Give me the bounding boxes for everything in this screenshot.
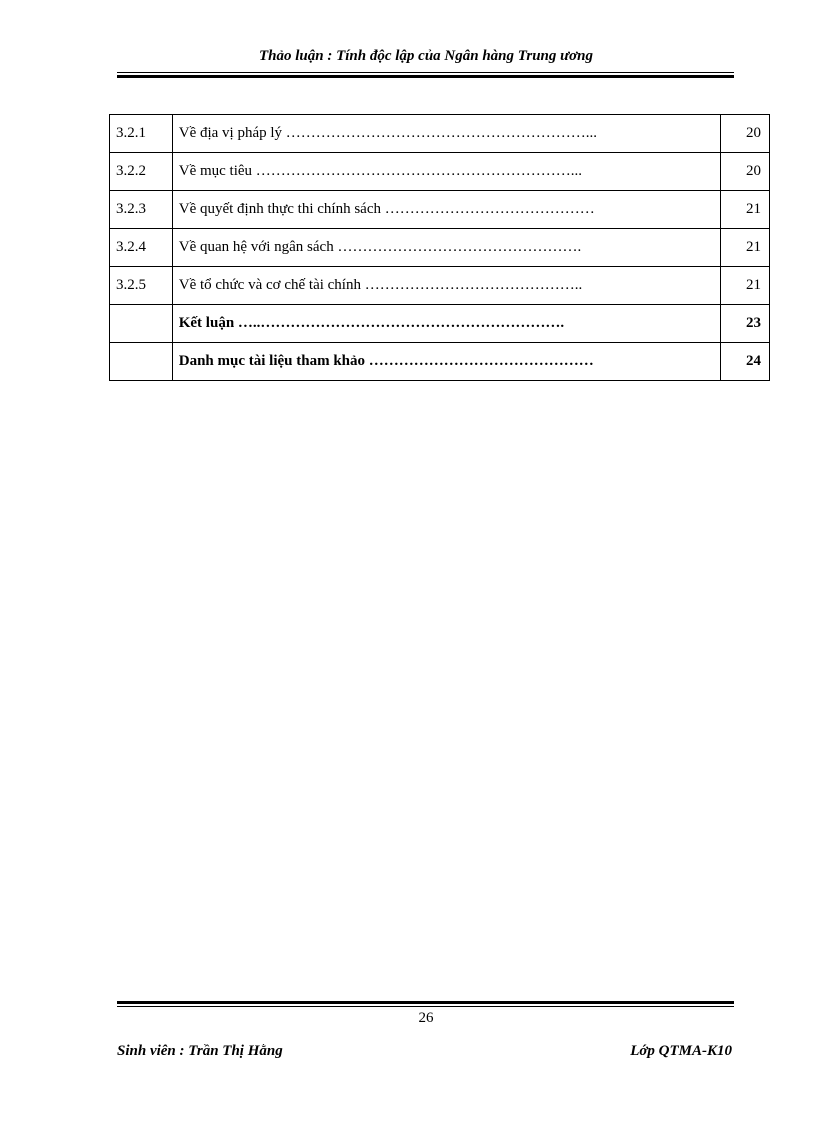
- table-of-contents: [109, 114, 770, 381]
- toc-entry-title: Về quan hệ với ngân sách ………………………………………….: [172, 229, 720, 267]
- toc-row: [110, 153, 770, 191]
- toc-section-number: 3.2.4: [110, 229, 173, 267]
- toc-page-number: 23: [721, 305, 770, 343]
- header-rule-thick: [117, 75, 734, 78]
- toc-row-references: [110, 343, 770, 381]
- toc-section-number: 3.2.3: [110, 191, 173, 229]
- toc-section-number: 3.2.5: [110, 267, 173, 305]
- toc-entry-title: Kết luận …..…………………………………………………….: [172, 305, 720, 343]
- toc-row: [110, 115, 770, 153]
- toc-page-number: 20: [721, 153, 770, 191]
- toc-row: [110, 267, 770, 305]
- toc-entry-title: Về địa vị pháp lý ……………………………………………………...: [172, 115, 720, 153]
- footer-rule-thin: [117, 1006, 734, 1007]
- toc-row: [110, 229, 770, 267]
- toc-section-number: [110, 305, 173, 343]
- toc-entry-title: Về quyết định thực thi chính sách ……………………………………: [172, 191, 720, 229]
- toc-page-number: 24: [721, 343, 770, 381]
- toc-section-number: 3.2.1: [110, 115, 173, 153]
- footer-rule-thick: [117, 1001, 734, 1004]
- toc-entry-title: Về mục tiêu ………………………………………………………...: [172, 153, 720, 191]
- toc-page-number: 21: [721, 191, 770, 229]
- footer-class-name: Lớp QTMA-K10: [630, 1043, 732, 1059]
- toc-entry-title: Về tổ chức và cơ chế tài chính ……………………………………..: [172, 267, 720, 305]
- toc-page-number: 20: [721, 115, 770, 153]
- footer-student-name: Sinh viên : Trần Thị Hằng: [117, 1043, 283, 1059]
- page-number: 26: [418, 1010, 434, 1026]
- page-header-title: Thảo luận : Tính độc lập của Ngân hàng Trung ương: [258, 48, 594, 64]
- toc-entry-title: Danh mục tài liệu tham khảo ………………………………………: [172, 343, 720, 381]
- header-rule-thin: [117, 72, 734, 73]
- toc-section-number: 3.2.2: [110, 153, 173, 191]
- toc-page-number: 21: [721, 229, 770, 267]
- toc-row-conclusion: [110, 305, 770, 343]
- toc-row: [110, 191, 770, 229]
- toc-section-number: [110, 343, 173, 381]
- toc-page-number: 21: [721, 267, 770, 305]
